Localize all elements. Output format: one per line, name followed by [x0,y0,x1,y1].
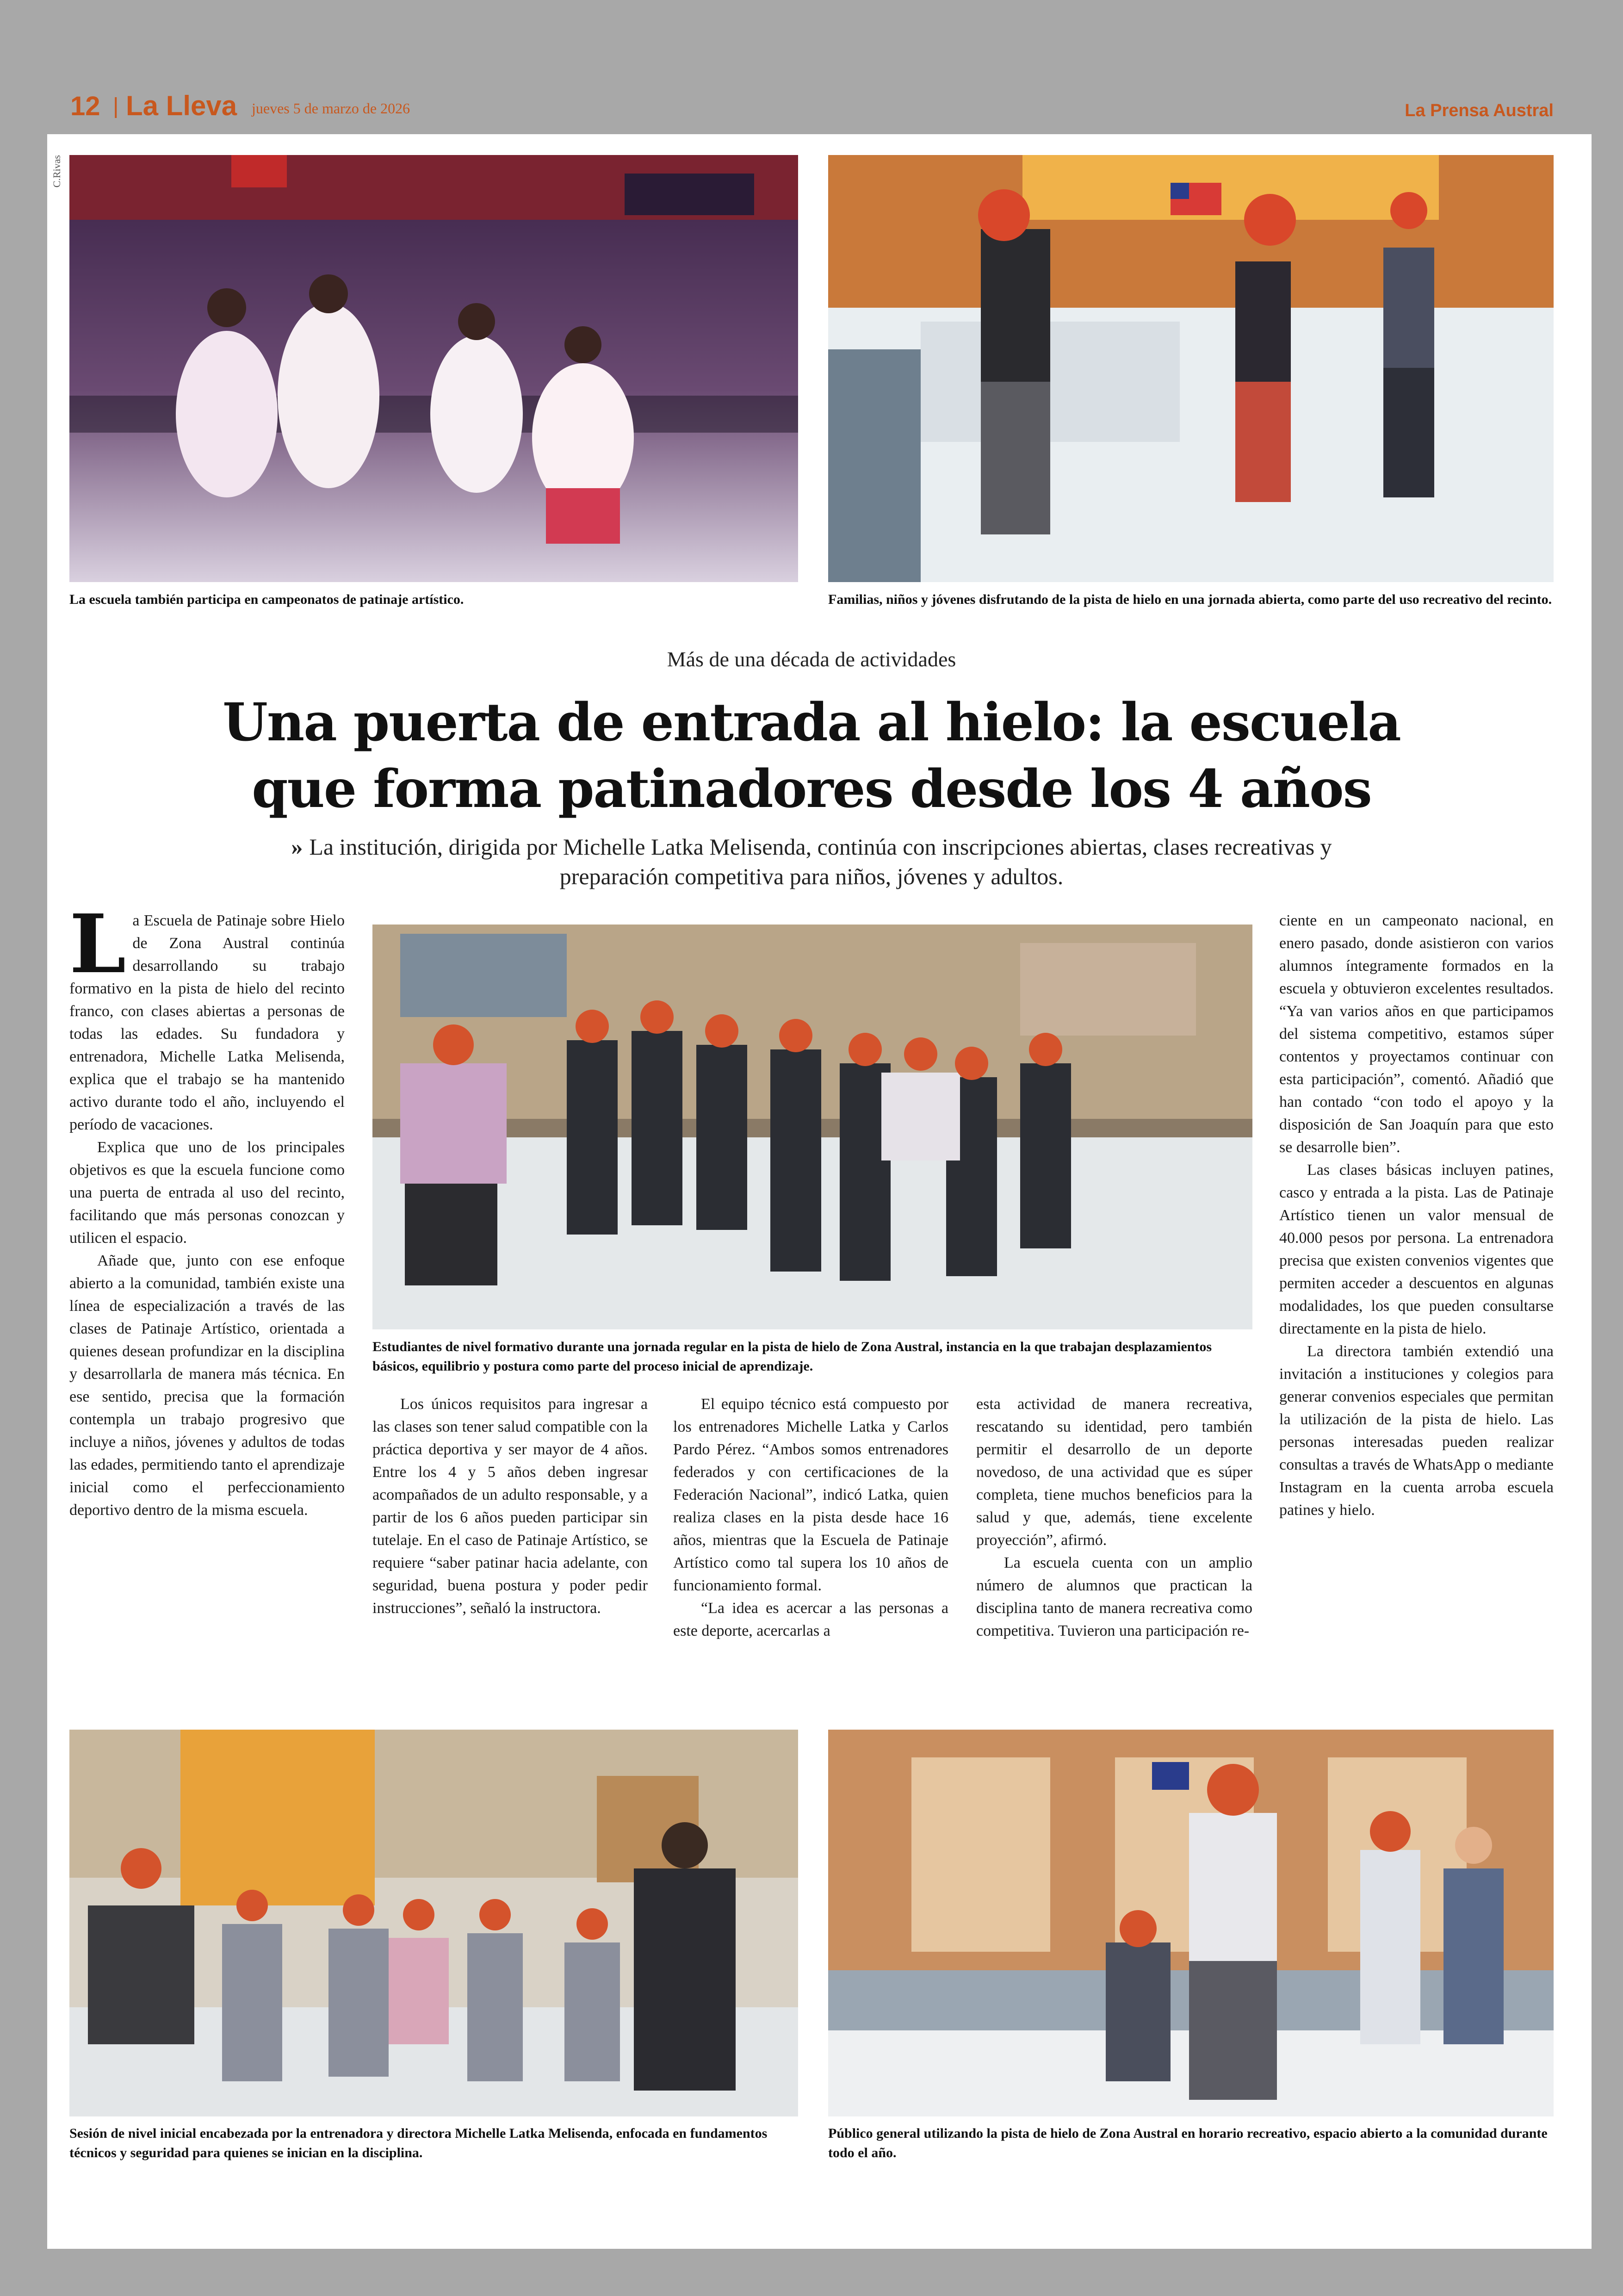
photo-families-on-ice [828,155,1554,582]
caption-photo1: La escuela también participa en campeonatos de patinaje artístico. [69,592,464,607]
header-separator: | [113,94,119,118]
caption-photo5: Público general utilizando la pista de hielo de Zona Austral en horario recreativo, espacio abierto a la comunidad durante todo el año. [828,2126,1548,2160]
paragraph: Añade que, junto con ese enfoque abierto a la comunidad, también existe una línea de especialización a través de las clases de Patinaje Artístico, orientada a quienes desean profundizar en la disciplina y desarrollarla de manera más técnica. En ese sentido, precisa que la formación contempla un trabajo progresivo que incluye a niños, jóvenes y adultos de todas las edades, permitiendo tanto el aprendizaje inicial como el perfeccionamiento deportivo dentro de la misma escuela. [69,1252,345,1519]
photo-beginner-session [69,1730,798,2116]
article-column-1 [69,897,345,1521]
article-column-2 [372,1393,648,1620]
paragraph: Explica que uno de los principales objetivos es que la escuela funcione como una puerta de entrada al uso del recinto, facilitando que más personas conozcan y utilicen el espacio. [69,1139,345,1247]
caption-photo2: Familias, niños y jóvenes disfrutando de la pista de hielo en una jornada abierta, como parte del uso recreativo del recinto. [828,592,1552,607]
subtitle-text: La institución, dirigida por Michelle Latka Melisenda, continúa con inscripciones abiertas, clases recreativas y preparación competitiva para niños, jóvenes y adultos. [309,834,1332,889]
paragraph: La directora también extendió una invitación a instituciones y colegios para generar convenios especiales que permitan la utilización de la pista de hielo. Las personas interesadas pueden realizar consultas a través de WhatsApp o mediante Instagram en la cuenta arroba escuela patines y hielo. [1279,1343,1554,1519]
paragraph: Las clases básicas incluyen patines, casco y entrada a la pista. Las de Patinaje Artístico tienen un valor mensual de 40.000 pesos por persona. La entrenadora precisa que existen convenios vigentes que permiten acceder a descuentos en algunas modalidades, los que pueden consultarse directamente en la pista de hielo. [1279,1161,1554,1337]
caption-photo3: Estudiantes de nivel formativo durante una jornada regular en la pista de hielo de Zona Austral, instancia en la que trabajan desplazamientos básicos, equilibrio y postura como parte del proceso inicial de aprendizaje. [372,1339,1212,1374]
paragraph: El equipo técnico está compuesto por los entrenadores Michelle Latka y Carlos Pardo Pérez. “Ambos somos entrenadores federados y con certificaciones de la Federación Nacional”, indicó Latka, quien realiza clases en la pista desde hace 16 años, mientras que la Escuela de Patinaje Artístico como tal supera los 10 años de funcionamiento formal. [673,1396,948,1594]
paragraph: La escuela cuenta con un amplio número de alumnos que practican la disciplina tanto de manera recreativa como competitiva. Tuvieron una participación re- [976,1554,1252,1639]
photo-students-formative [372,925,1252,1329]
photo-figure-skaters [69,155,798,582]
drop-cap: L [69,897,126,992]
paragraph: ciente en un campeonato nacional, en enero pasado, donde asistieron con varios alumnos íntegramente formados en la escuela y obtuvieron excelentes resultados. “Ya van varios años en que participamos del sistema competitivo, estamos súper contentos y proyectamos continuar con esta participación”, comentó. Añadió que han contado “con todo el apoyo y la disposición de San Joaquín para que esto se desarrolle bien”. [1279,912,1554,1156]
photo-public-recreational [828,1730,1554,2116]
article-column-3 [673,1393,948,1642]
paragraph: Los únicos requisitos para ingresar a las clases son tener salud compatible con la práctica deportiva y ser mayor de 4 años. Entre los 4 y 5 años deben ingresar acompañados de un adulto responsable, y a partir de los 6 años pueden participar sin tutelaje. En el caso de Patinaje Artístico, se requiere “saber patinar hacia adelante, con seguridad, buena postura y poder pedir instrucciones”, señaló la instructora. [372,1396,648,1617]
issue-date: jueves 5 de marzo de 2026 [252,100,410,117]
caption-photo4: Sesión de nivel inicial encabezada por la entrenadora y directora Michelle Latka Melisenda, enfocada en fundamentos técnicos y seguridad para quienes se inician en la disciplina. [69,2126,768,2160]
article-column-4 [976,1393,1252,1642]
page-number: 12 [70,91,100,121]
article-subtitle [259,832,1364,891]
paragraph: “La idea es acercar a las personas a este deporte, acercarlas a [673,1600,948,1639]
section-name: La Lleva [126,90,237,121]
article-kicker: Más de una década de actividades [667,647,956,671]
subtitle-marker: » [291,834,303,860]
article-column-5 [1279,909,1554,1521]
paragraph: esta actividad de manera recreativa, rescatando su identidad, pero también permitir el desarrollo de un deporte novedoso, de una actividad que es súper completa, tiene muchos beneficios para la salud y que, además, tiene excelente proyección”, afirmó. [976,1396,1252,1549]
photo-credit: C.Rivas [51,155,62,188]
page-header [70,91,1554,132]
paragraph: a Escuela de Patinaje sobre Hielo de Zona Austral continúa desarrollando su trabajo formativo en la pista de hielo del recinto franco, con clases abiertas a personas de todas las edades. Su fundadora y entrenadora, Michelle Latka Melisenda, explica que el trabajo se ha mantenido activo durante todo el año, incluyendo el período de vacaciones. [69,912,345,1133]
article-headline: Una puerta de entrada al hielo: la escuela que forma patinadores desde los 4 años [223,692,1400,819]
publication-name: La Prensa Austral [1405,101,1554,120]
